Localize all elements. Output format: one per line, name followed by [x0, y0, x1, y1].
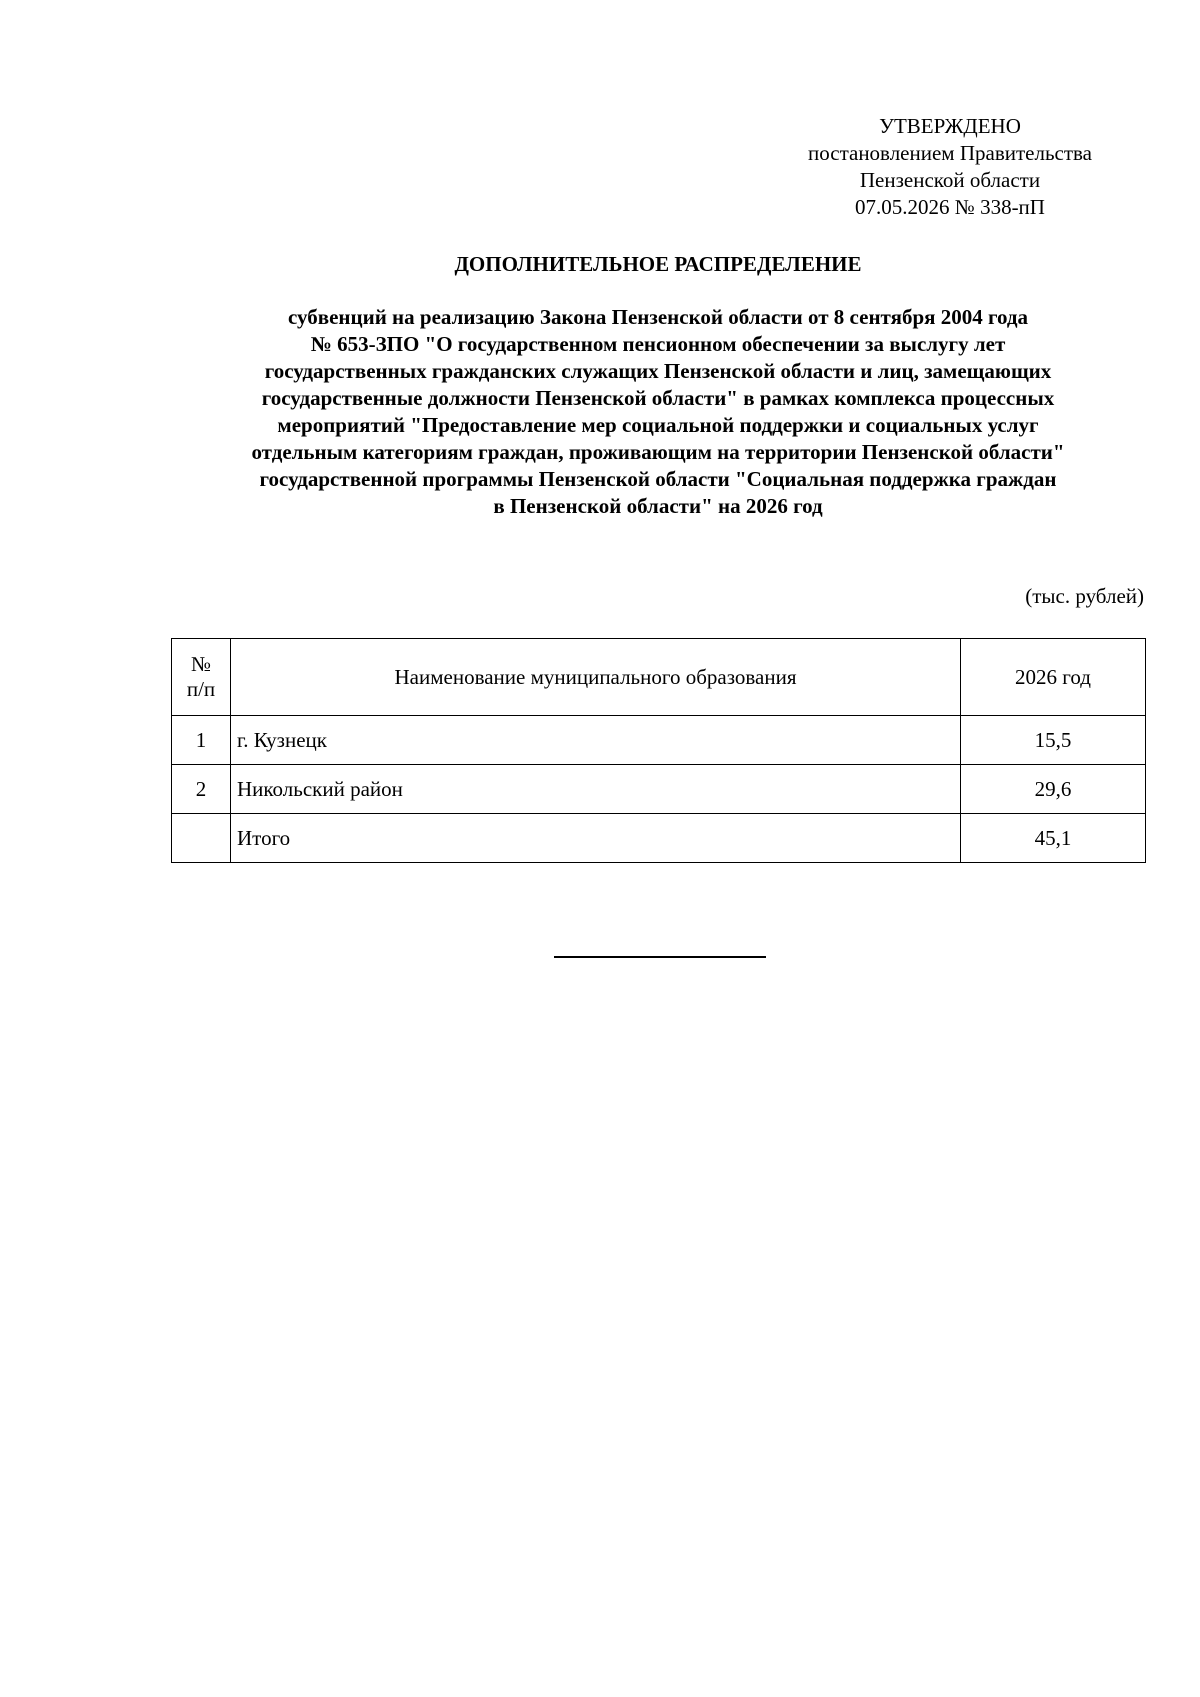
row-municipality: Никольский район — [231, 765, 961, 814]
header-municipality: Наименование муниципального образования — [231, 639, 961, 716]
subtitle-line: мероприятий "Предоставление мер социальной поддержки и социальных услуг — [277, 413, 1039, 437]
approval-authority: постановлением Правительства — [807, 141, 1092, 165]
subtitle-line: государственные должности Пензенской области" в рамках комплекса процессных — [261, 386, 1055, 410]
row-number: 1 — [172, 716, 231, 765]
units-label: (тыс. рублей) — [1025, 584, 1144, 608]
row-number — [172, 814, 231, 863]
approval-date-number: 07.05.2026 № 338-пП — [855, 195, 1045, 219]
header-number-sign: № — [190, 652, 212, 676]
header-year: 2026 год — [961, 639, 1146, 716]
table-row-total — [172, 814, 1146, 863]
subtitle-line: государственных гражданских служащих Пензенской области и лиц, замещающих — [264, 359, 1052, 383]
subtitle-line: № 653-ЗПО "О государственном пенсионном обеспечении за выслугу лет — [310, 332, 1006, 356]
header-number-abbr: п/п — [186, 677, 216, 701]
row-value: 45,1 — [961, 814, 1146, 863]
row-number: 2 — [172, 765, 231, 814]
subtitle-line: государственной программы Пензенской области "Социальная поддержка граждан — [259, 467, 1057, 491]
approval-stamp — [760, 113, 1140, 221]
subtitle-line: в Пензенской области" на 2026 год — [493, 494, 823, 518]
subtitle-line: субвенций на реализацию Закона Пензенской области от 8 сентября 2004 года — [287, 305, 1029, 329]
document-subtitle — [120, 304, 1196, 520]
row-value: 29,6 — [961, 765, 1146, 814]
document-title: ДОПОЛНИТЕЛЬНОЕ РАСПРЕДЕЛЕНИЕ — [454, 252, 862, 276]
table-row — [172, 765, 1146, 814]
table-header-row — [172, 639, 1146, 716]
end-of-document-line — [554, 956, 766, 958]
row-value: 15,5 — [961, 716, 1146, 765]
subtitle-line: отдельным категориям граждан, проживающим на территории Пензенской области" — [251, 440, 1065, 464]
row-municipality: Итого — [231, 814, 961, 863]
approval-region: Пензенской области — [859, 168, 1041, 192]
approval-heading: УТВЕРЖДЕНО — [879, 114, 1021, 138]
distribution-table — [171, 638, 1146, 863]
table-row — [172, 716, 1146, 765]
header-number — [172, 639, 231, 716]
row-municipality: г. Кузнецк — [231, 716, 961, 765]
